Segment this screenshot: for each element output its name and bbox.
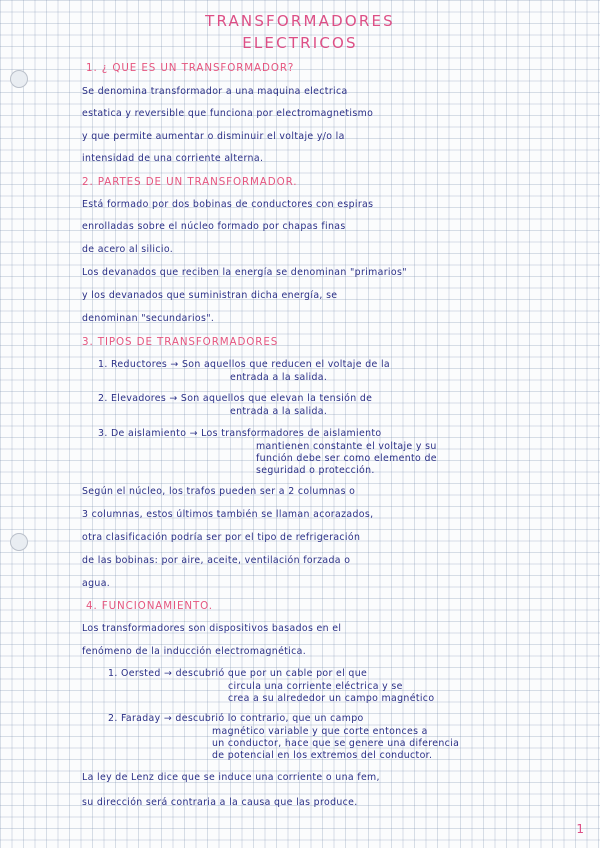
text-line: de las bobinas: por aire, aceite, ventilación forzada o: [82, 555, 351, 566]
list-item-line: entrada a la salida.: [230, 372, 328, 383]
text-line: su dirección será contraria a la causa que las produce.: [82, 797, 358, 808]
text-line: agua.: [82, 578, 111, 589]
text-line: otra clasificación podría ser por el tipo de refrigeración: [82, 532, 361, 543]
text-line: intensidad de una corriente alterna.: [82, 153, 264, 164]
list-item-line: crea a su alrededor un campo magnético: [228, 693, 435, 704]
text-line: enrolladas sobre el núcleo formado por chapas finas: [82, 221, 346, 232]
punch-hole: [10, 70, 28, 88]
text-line: Está formado por dos bobinas de conductores con espiras: [82, 199, 374, 210]
section-heading: 3. TIPOS DE TRANSFORMADORES: [82, 336, 279, 348]
list-item-line: mantienen constante el voltaje y su: [256, 441, 437, 452]
text-line: Según el núcleo, los trafos pueden ser a 2 columnas o: [82, 486, 356, 497]
list-item-line: circula una corriente eléctrica y se: [228, 681, 403, 692]
list-item-line: entrada a la salida.: [230, 406, 328, 417]
page-title-line2: ELECTRICOS: [242, 34, 358, 52]
list-item-line: 1. Reductores → Son aquellos que reducen el voltaje de la: [98, 359, 390, 370]
list-item-line: seguridad o protección.: [256, 465, 375, 476]
page-title-line1: TRANSFORMADORES: [205, 12, 395, 30]
list-item-line: un conductor, hace que se genere una diferencia: [212, 738, 460, 749]
text-line: y que permite aumentar o disminuir el voltaje y/o la: [82, 131, 345, 142]
section-heading: 1. ¿ QUE ES UN TRANSFORMADOR?: [86, 62, 295, 74]
text-line: La ley de Lenz dice que se induce una corriente o una fem,: [82, 772, 380, 783]
list-item-line: 1. Oersted → descubrió que por un cable por el que: [108, 668, 368, 679]
text-line: 3 columnas, estos últimos también se llaman acorazados,: [82, 509, 374, 520]
text-line: estatica y reversible que funciona por electromagnetismo: [82, 108, 374, 119]
list-item-line: de potencial en los extremos del conductor.: [212, 750, 433, 761]
text-line: denominan "secundarios".: [82, 313, 215, 324]
text-line: Se denomina transformador a una maquina electrica: [82, 86, 348, 97]
section-heading: 4. FUNCIONAMIENTO.: [86, 600, 213, 612]
page-number: 1: [576, 822, 584, 836]
text-line: Los devanados que reciben la energía se denominan "primarios": [82, 267, 407, 278]
list-item-line: 2. Elevadores → Son aquellos que elevan la tensión de: [98, 393, 373, 404]
section-heading: 2. PARTES DE UN TRANSFORMADOR.: [82, 176, 298, 188]
text-line: y los devanados que suministran dicha energía, se: [82, 290, 338, 301]
list-item-line: 3. De aislamiento → Los transformadores de aislamiento: [98, 428, 382, 439]
text-line: fenómeno de la inducción electromagnética.: [82, 646, 307, 657]
list-item-line: 2. Faraday → descubrió lo contrario, que un campo: [108, 713, 364, 724]
text-line: de acero al silicio.: [82, 244, 174, 255]
punch-hole: [10, 533, 28, 551]
list-item-line: función debe ser como elemento de: [256, 453, 437, 464]
list-item-line: magnético variable y que corte entonces a: [212, 726, 428, 737]
text-line: Los transformadores son dispositivos basados en el: [82, 623, 342, 634]
